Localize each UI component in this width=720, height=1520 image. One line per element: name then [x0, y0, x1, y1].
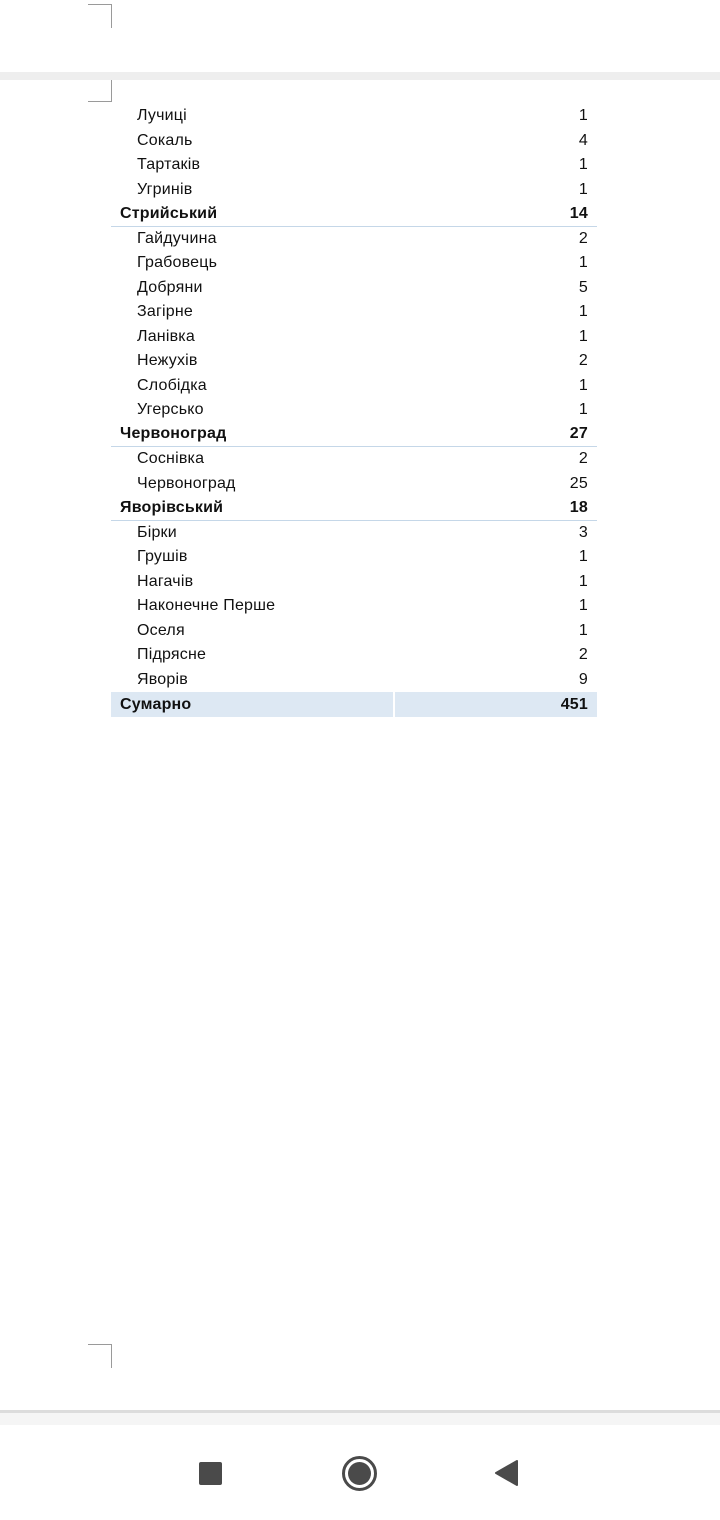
table-row	[111, 300, 597, 325]
row-count: 3	[578, 523, 588, 541]
table-row	[111, 374, 597, 399]
row-name: Яворів	[137, 670, 188, 688]
table-row	[111, 447, 597, 472]
group-count: 14	[569, 204, 588, 222]
table-row	[111, 129, 597, 154]
row-name: Добряни	[137, 278, 203, 296]
table-row	[111, 594, 597, 619]
row-count: 1	[578, 621, 588, 639]
row-name: Тартаків	[137, 156, 201, 174]
navigation-bar	[0, 1425, 720, 1520]
row-name: Угринів	[137, 180, 193, 198]
row-count: 1	[578, 303, 588, 321]
page-corner-mark	[88, 1344, 112, 1368]
row-count: 25	[569, 474, 588, 492]
row-count: 1	[578, 376, 588, 394]
page-separator	[0, 72, 720, 80]
table-row	[111, 521, 597, 546]
row-name: Угерсько	[137, 401, 204, 419]
row-count: 2	[578, 450, 588, 468]
table-row	[111, 153, 597, 178]
table-row	[111, 178, 597, 203]
group-row	[111, 423, 597, 448]
row-name: Оселя	[137, 621, 185, 639]
row-name: Червоноград	[137, 474, 236, 492]
table-row	[111, 570, 597, 595]
row-count: 1	[578, 156, 588, 174]
table-row	[111, 276, 597, 301]
table-row	[111, 251, 597, 276]
total-value: 451	[560, 695, 588, 713]
square-icon	[199, 1462, 222, 1485]
group-count: 18	[569, 498, 588, 516]
row-count: 1	[578, 548, 588, 566]
page-corner-mark	[88, 4, 112, 28]
row-name: Лучиці	[137, 107, 187, 125]
group-count: 27	[569, 425, 588, 443]
row-count: 9	[578, 670, 588, 688]
circle-icon	[342, 1456, 377, 1491]
back-button[interactable]	[486, 1453, 526, 1493]
group-name: Стрийський	[120, 204, 218, 222]
table-row	[111, 643, 597, 668]
table-row	[111, 104, 597, 129]
row-name: Підрясне	[137, 646, 207, 664]
previous-page	[0, 0, 720, 72]
recents-button[interactable]	[190, 1453, 230, 1493]
row-count: 1	[578, 180, 588, 198]
total-row	[111, 692, 597, 717]
row-count: 5	[578, 278, 588, 296]
row-count: 1	[578, 572, 588, 590]
row-count: 1	[578, 597, 588, 615]
row-count: 1	[578, 107, 588, 125]
row-name: Ланівка	[137, 327, 195, 345]
row-name: Сокаль	[137, 131, 193, 149]
row-count: 4	[578, 131, 588, 149]
home-button[interactable]	[339, 1453, 379, 1493]
row-name: Грушів	[137, 548, 188, 566]
page-corner-mark	[88, 80, 112, 102]
row-name: Загірне	[137, 303, 193, 321]
row-name: Соснівка	[137, 450, 205, 468]
group-name: Червоноград	[120, 425, 227, 443]
row-count: 1	[578, 401, 588, 419]
row-count: 2	[578, 229, 588, 247]
row-count: 2	[578, 352, 588, 370]
table-row	[111, 325, 597, 350]
table-row	[111, 619, 597, 644]
group-name: Яворівський	[120, 498, 224, 516]
page-separator	[0, 1413, 720, 1425]
row-name: Наконечне Перше	[137, 597, 276, 615]
group-row	[111, 202, 597, 227]
row-name: Бірки	[137, 523, 177, 541]
table-row	[111, 349, 597, 374]
row-name: Грабовець	[137, 254, 218, 272]
table-row	[111, 472, 597, 497]
table-row	[111, 545, 597, 570]
group-row	[111, 496, 597, 521]
table-row	[111, 227, 597, 252]
triangle-left-icon	[493, 1459, 519, 1487]
data-table	[111, 104, 597, 717]
row-name: Слобідка	[137, 376, 207, 394]
row-count: 2	[578, 646, 588, 664]
row-count: 1	[578, 254, 588, 272]
table-row	[111, 398, 597, 423]
table-row	[111, 668, 597, 693]
row-name: Нагачів	[137, 572, 194, 590]
row-name: Гайдучина	[137, 229, 217, 247]
total-label: Сумарно	[111, 692, 395, 717]
row-count: 1	[578, 327, 588, 345]
row-name: Нежухів	[137, 352, 198, 370]
